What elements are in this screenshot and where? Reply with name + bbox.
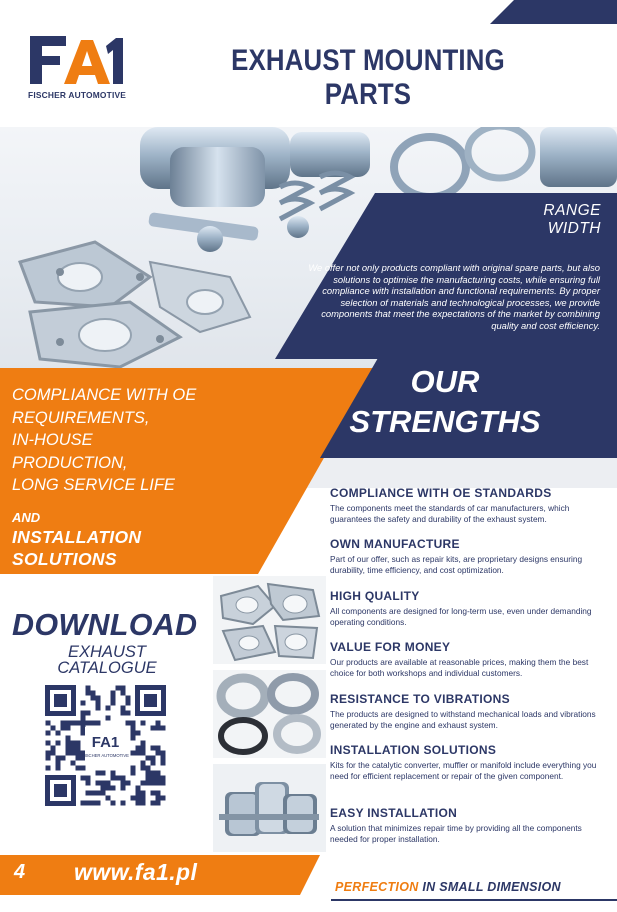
download-heading: DOWNLOAD (12, 608, 198, 642)
feature-installation-solutions (330, 743, 610, 782)
qr-module (76, 751, 81, 756)
qr-module (161, 751, 166, 756)
qr-module (156, 746, 161, 751)
website-link[interactable]: www.fa1.pl (74, 859, 198, 885)
qr-module (151, 776, 156, 781)
qr-module (106, 796, 111, 801)
qr-module (136, 796, 141, 801)
qr-module (121, 776, 126, 781)
feature-text: The components meet the standards of car manufacturers, which guarantees the safety and durability of the exhaust system. (330, 503, 570, 524)
orange-panel-copy (12, 384, 242, 570)
qr-module (66, 741, 71, 746)
qr-module (91, 791, 96, 796)
qr-module (111, 801, 116, 806)
qr-module (96, 706, 101, 711)
feature-text: Our products are available at reasonable prices, making them the best choice for both workshops and individual customers. (330, 657, 589, 678)
qr-module (96, 791, 101, 796)
our-strengths-heading (330, 362, 560, 442)
qr-module (111, 776, 116, 781)
feature-high-quality (330, 589, 610, 628)
feature-title: INSTALLATION SOLUTIONS (330, 743, 497, 757)
qr-module (146, 776, 151, 781)
strengths-line-2: STRENGTHS (349, 404, 541, 439)
qr-module (66, 736, 71, 741)
qr-module (81, 721, 86, 726)
qr-module (131, 771, 136, 776)
qr-module (86, 791, 91, 796)
qr-module (86, 711, 91, 716)
qr-module (161, 796, 166, 801)
download-sub-line-1: EXHAUST (68, 643, 146, 661)
qr-module (131, 751, 136, 756)
qr-module (121, 686, 126, 691)
qr-module (101, 781, 106, 786)
qr-module (46, 741, 51, 746)
qr-module (66, 746, 71, 751)
qr-module (111, 771, 116, 776)
qr-module (121, 706, 126, 711)
qr-module (56, 766, 61, 771)
qr-module (101, 786, 106, 791)
orange-install-2: SOLUTIONS (12, 548, 117, 569)
qr-module (91, 691, 96, 696)
qr-module (156, 796, 161, 801)
qr-module (156, 781, 161, 786)
qr-module (146, 756, 151, 761)
qr-module (46, 721, 51, 726)
qr-module (136, 751, 141, 756)
qr-module (76, 746, 81, 751)
qr-module (146, 766, 151, 771)
qr-module (151, 771, 156, 776)
qr-module (71, 751, 76, 756)
qr-module (156, 771, 161, 776)
qr-module (46, 756, 51, 761)
qr-module (101, 791, 106, 796)
qr-module (81, 801, 86, 806)
qr-module (56, 741, 61, 746)
logo-company-name: FISCHER AUTOMOTIVE (28, 90, 127, 100)
qr-module (136, 786, 141, 791)
gaskets-photo (213, 576, 326, 664)
qr-module (81, 711, 86, 716)
qr-module (61, 726, 66, 731)
qr-module (141, 791, 146, 796)
qr-module (71, 721, 76, 726)
feature-text: Part of our offer, such as repair kits, are proprietary designs ensuring durability, time efficiency, and cost optimization. (330, 554, 583, 575)
qr-module (51, 746, 56, 751)
qr-module (121, 786, 126, 791)
qr-module (131, 731, 136, 736)
feature-resistance-vibrations (330, 692, 610, 731)
qr-module (66, 751, 71, 756)
page-title: EXHAUST MOUNTING PARTS (231, 44, 505, 111)
qr-module (156, 801, 161, 806)
fa1-logo (26, 32, 136, 102)
qr-module (86, 721, 91, 726)
qr-module (91, 721, 96, 726)
qr-module (96, 701, 101, 706)
qr-module (111, 786, 116, 791)
qr-module (141, 801, 146, 806)
qr-module (71, 746, 76, 751)
qr-module (131, 726, 136, 731)
qr-module (86, 686, 91, 691)
qr-module (131, 796, 136, 801)
qr-module (141, 751, 146, 756)
qr-module (161, 756, 166, 761)
qr-module (141, 761, 146, 766)
clamps-photo (213, 764, 326, 852)
feature-own-manufacture (330, 537, 610, 576)
qr-module (46, 751, 51, 756)
qr-module (111, 691, 116, 696)
qr-module (146, 771, 151, 776)
qr-module (56, 756, 61, 761)
qr-module (151, 781, 156, 786)
qr-module (81, 776, 86, 781)
qr-module (121, 801, 126, 806)
feature-text: Kits for the catalytic converter, muffler or manifold include everything you need for efficient replacement or repair of the given component. (330, 760, 597, 781)
qr-module (76, 766, 81, 771)
qr-module (106, 781, 111, 786)
qr-module (66, 721, 71, 726)
qr-module (106, 786, 111, 791)
qr-module (46, 766, 51, 771)
qr-module (86, 776, 91, 781)
qr-module (151, 801, 156, 806)
qr-module (156, 776, 161, 781)
range-title-line-1: RANGE (543, 202, 601, 219)
qr-module (81, 701, 86, 706)
catalogue-qr-code[interactable] (45, 685, 166, 806)
qr-module (156, 751, 161, 756)
qr-module (151, 756, 156, 761)
qr-module (156, 721, 161, 726)
qr-module (126, 711, 131, 716)
qr-module (86, 781, 91, 786)
qr-module (146, 781, 151, 786)
qr-module (161, 776, 166, 781)
qr-module (71, 741, 76, 746)
feature-title: HIGH QUALITY (330, 589, 420, 603)
footer-divider (331, 899, 617, 901)
qr-module (101, 771, 106, 776)
download-subheading (12, 644, 202, 676)
qr-module (136, 731, 141, 736)
page-number: 4 (14, 861, 26, 883)
qr-module (96, 721, 101, 726)
qr-module (91, 801, 96, 806)
qr-module (106, 716, 111, 721)
orange-line-2: REQUIREMENTS, (12, 408, 150, 427)
feature-title: RESISTANCE TO VIBRATIONS (330, 692, 510, 706)
qr-module (76, 756, 81, 761)
qr-module (136, 746, 141, 751)
tagline-rest: IN SMALL DIMENSION (418, 880, 561, 894)
qr-module (61, 721, 66, 726)
orange-line-3: IN-HOUSE (12, 431, 93, 449)
qr-module (151, 726, 156, 731)
qr-module (81, 726, 86, 731)
qr-module (66, 726, 71, 731)
range-width-title (543, 202, 601, 238)
qr-module (86, 691, 91, 696)
qr-module (151, 791, 156, 796)
qr-module (111, 701, 116, 706)
qr-module (141, 796, 146, 801)
qr-module (126, 721, 131, 726)
feature-value-for-money (330, 640, 610, 679)
qr-module (121, 781, 126, 786)
orange-and: AND (12, 509, 41, 525)
qr-module (116, 686, 121, 691)
qr-module (161, 781, 166, 786)
orange-line-1: COMPLIANCE WITH OE (12, 386, 197, 404)
qr-module (61, 756, 66, 761)
qr-module (131, 766, 136, 771)
qr-module (126, 696, 131, 701)
feature-title: VALUE FOR MONEY (330, 640, 451, 654)
qr-module (81, 766, 86, 771)
qr-module (156, 726, 161, 731)
qr-module (126, 781, 131, 786)
qr-module (106, 706, 111, 711)
qr-module (151, 761, 156, 766)
qr-module (141, 741, 146, 746)
fa1-logo-mark (26, 32, 126, 88)
qr-module (51, 751, 56, 756)
feature-oe-standards (330, 486, 610, 525)
qr-module (161, 726, 166, 731)
range-width-text: We offer not only products compliant with original spare parts, but also solutions to optimise the manufacturing costs, while ensuring full compliance with installation and functional requirements. By proper selection of materials and technological processes, we provide components that meet the expectations of the market by combining quality and cost efficiency. (308, 262, 600, 331)
qr-module (56, 731, 61, 736)
qr-module (56, 761, 61, 766)
feature-easy-installation (330, 806, 610, 845)
qr-module (96, 771, 101, 776)
qr-module (141, 781, 146, 786)
qr-module (96, 781, 101, 786)
qr-module (121, 691, 126, 696)
download-sub-line-2: CATALOGUE (57, 659, 157, 677)
orange-line-4: PRODUCTION, (12, 453, 128, 472)
qr-module (141, 746, 146, 751)
feature-title: EASY INSTALLATION (330, 806, 458, 820)
qr-logo-mark: FA1 (91, 734, 120, 751)
qr-module (141, 766, 146, 771)
qr-module (91, 696, 96, 701)
feature-title: OWN MANUFACTURE (330, 537, 460, 551)
qr-module (76, 721, 81, 726)
qr-module (156, 791, 161, 796)
qr-module (131, 736, 136, 741)
qr-module (151, 746, 156, 751)
qr-module (131, 721, 136, 726)
range-title-line-2: WIDTH (547, 220, 601, 237)
qr-module (116, 776, 121, 781)
orange-line-5: LONG SERVICE LIFE (12, 476, 175, 494)
qr-logo-text: FISCHER AUTOMOTIVE (82, 753, 129, 758)
qr-module (136, 801, 141, 806)
qr-module (126, 701, 131, 706)
qr-module (76, 741, 81, 746)
feature-text: The products are designed to withstand mechanical loads and vibrations generated by the engine and exhaust system. (330, 709, 596, 730)
rings-photo (213, 670, 326, 758)
strengths-line-1: OUR (410, 364, 480, 399)
qr-module (71, 761, 76, 766)
footer-tagline (335, 880, 561, 894)
feature-text: All components are designed for long-term use, even under demanding operating conditions. (330, 606, 592, 627)
qr-module (96, 801, 101, 806)
qr-module (81, 716, 86, 721)
qr-module (111, 696, 116, 701)
qr-module (161, 761, 166, 766)
qr-module (46, 731, 51, 736)
qr-module (121, 711, 126, 716)
qr-module (136, 791, 141, 796)
feature-title: COMPLIANCE WITH OE STANDARDS (330, 486, 552, 500)
feature-text: A solution that minimizes repair time by providing all the components needed for proper installation. (330, 823, 582, 844)
corner-decoration (490, 0, 617, 24)
orange-install-1: INSTALLATION (12, 526, 142, 547)
qr-module (96, 696, 101, 701)
qr-module (81, 731, 86, 736)
tagline-highlight: PERFECTION (335, 880, 419, 894)
qr-module (141, 721, 146, 726)
qr-module (51, 726, 56, 731)
qr-module (86, 801, 91, 806)
